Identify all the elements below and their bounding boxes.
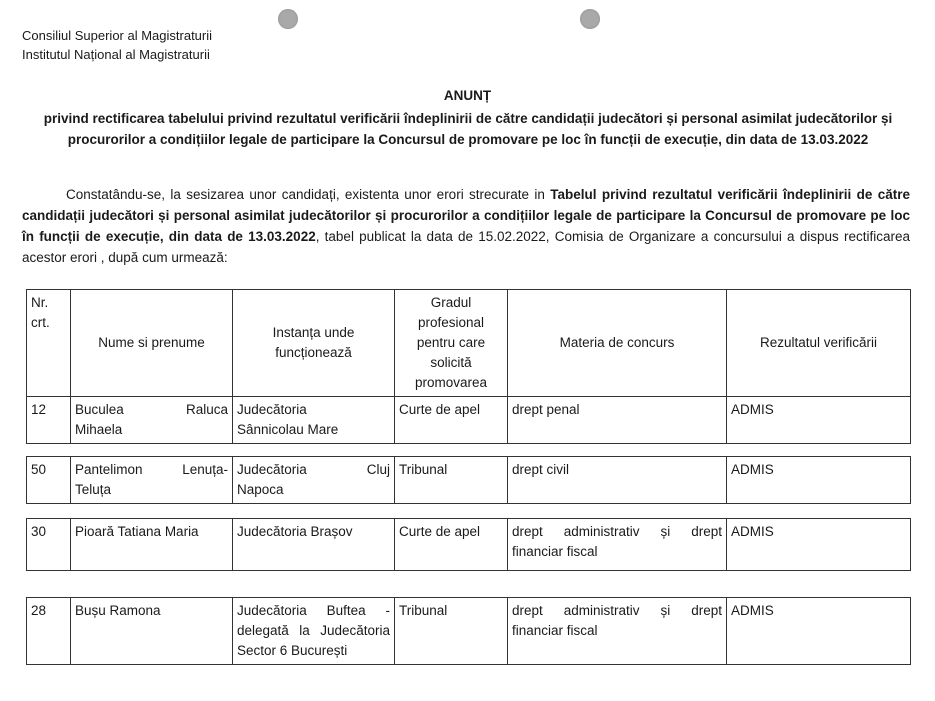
table-row bbox=[27, 519, 911, 571]
table-row bbox=[27, 598, 911, 665]
name-part: Mihaela bbox=[75, 422, 123, 437]
row-grade: Curte de apel bbox=[395, 397, 508, 444]
subtitle-line-2: procurorilor a condițiilor legale de participare la Concursul de promovare pe loc în funcții de execuție, din data de 13.03.2022 bbox=[67, 132, 869, 147]
row-result: ADMIS bbox=[727, 397, 911, 444]
col-header-grade: Gradul profesional pentru care solicită promovarea bbox=[395, 290, 508, 397]
row-court: Judecătoria Buftea - delegată la Judecătoria Sector 6 București bbox=[233, 598, 395, 665]
row-name: Pioară Tatiana Maria bbox=[71, 519, 233, 571]
row-court: Judecătoria Brașov bbox=[233, 519, 395, 571]
row-name: Bușu Ramona bbox=[71, 598, 233, 665]
name-part: Lenuța- bbox=[182, 462, 228, 477]
institution-header bbox=[22, 26, 212, 64]
row-subject: drept civil bbox=[508, 457, 727, 504]
row-name bbox=[71, 397, 233, 444]
court-part: Cluj bbox=[366, 462, 390, 477]
row-grade: Curte de apel bbox=[395, 519, 508, 571]
col-header-result: Rezultatul verificării bbox=[727, 290, 911, 397]
institution-line-1: Consiliul Superior al Magistraturii bbox=[22, 28, 213, 43]
intro-paragraph bbox=[22, 184, 910, 268]
name-part: Teluța bbox=[75, 482, 112, 497]
results-table-row-28 bbox=[26, 597, 911, 665]
row-name bbox=[71, 457, 233, 504]
row-result: ADMIS bbox=[727, 519, 911, 571]
table-row bbox=[27, 457, 911, 504]
announcement-title: ANUNȚ bbox=[443, 88, 492, 103]
name-part: Buculea bbox=[75, 402, 124, 417]
row-subject: drept administrativ și drept financiar fiscal bbox=[508, 598, 727, 665]
intro-text-start: Constatându-se, la sesizarea unor candidați, existenta unor erori strecurate in bbox=[66, 187, 551, 202]
row-subject: drept penal bbox=[508, 397, 727, 444]
court-part: Napoca bbox=[237, 482, 284, 497]
institution-line-2: Institutul Național al Magistraturii bbox=[22, 47, 210, 62]
court-part: Judecătoria bbox=[237, 402, 307, 417]
intro-text-bold: Tabelul privind rezultatul verificării îndeplinirii de către candidații judecători și personal asimilat judecătorilor și procurorilor a condițiilor legale de participare la Concursul de promovare pe loc în funcții de execuție, din data de 13.03.2022 bbox=[22, 187, 910, 244]
name-part: Pantelimon bbox=[75, 462, 143, 477]
row-result: ADMIS bbox=[727, 598, 911, 665]
punch-hole-right bbox=[580, 9, 600, 29]
row-nr: 28 bbox=[27, 598, 71, 665]
announcement-subtitle bbox=[18, 108, 918, 150]
col-header-nr: Nr. crt. bbox=[27, 290, 71, 397]
intro-text-end: , tabel publicat la data de 15.02.2022, Comisia de Organizare a concursului a dispus rectificarea acestor erori , după cum urmează: bbox=[22, 229, 911, 265]
row-result: ADMIS bbox=[727, 457, 911, 504]
row-grade: Tribunal bbox=[395, 457, 508, 504]
results-table-row-30 bbox=[26, 518, 911, 571]
row-grade: Tribunal bbox=[395, 598, 508, 665]
row-nr: 50 bbox=[27, 457, 71, 504]
row-court bbox=[233, 397, 395, 444]
row-subject: drept administrativ și drept financiar fiscal bbox=[508, 519, 727, 571]
court-part: Judecătoria bbox=[237, 462, 307, 477]
row-nr: 30 bbox=[27, 519, 71, 571]
subtitle-line-1: privind rectificarea tabelului privind rezultatul verificării îndeplinirii de către candidații judecători și personal asimilat judecătorilor și bbox=[43, 111, 893, 126]
col-header-subject: Materia de concurs bbox=[508, 290, 727, 397]
row-nr: 12 bbox=[27, 397, 71, 444]
name-part: Raluca bbox=[185, 402, 228, 417]
results-table-header bbox=[26, 289, 911, 444]
row-court bbox=[233, 457, 395, 504]
court-part: Sânnicolau Mare bbox=[237, 422, 339, 437]
table-row bbox=[27, 397, 911, 444]
col-header-name: Nume si prenume bbox=[71, 290, 233, 397]
table-header-row bbox=[27, 290, 911, 397]
punch-hole-left bbox=[278, 9, 298, 29]
col-header-court: Instanța unde funcționează bbox=[233, 290, 395, 397]
results-table-row-50 bbox=[26, 456, 911, 504]
